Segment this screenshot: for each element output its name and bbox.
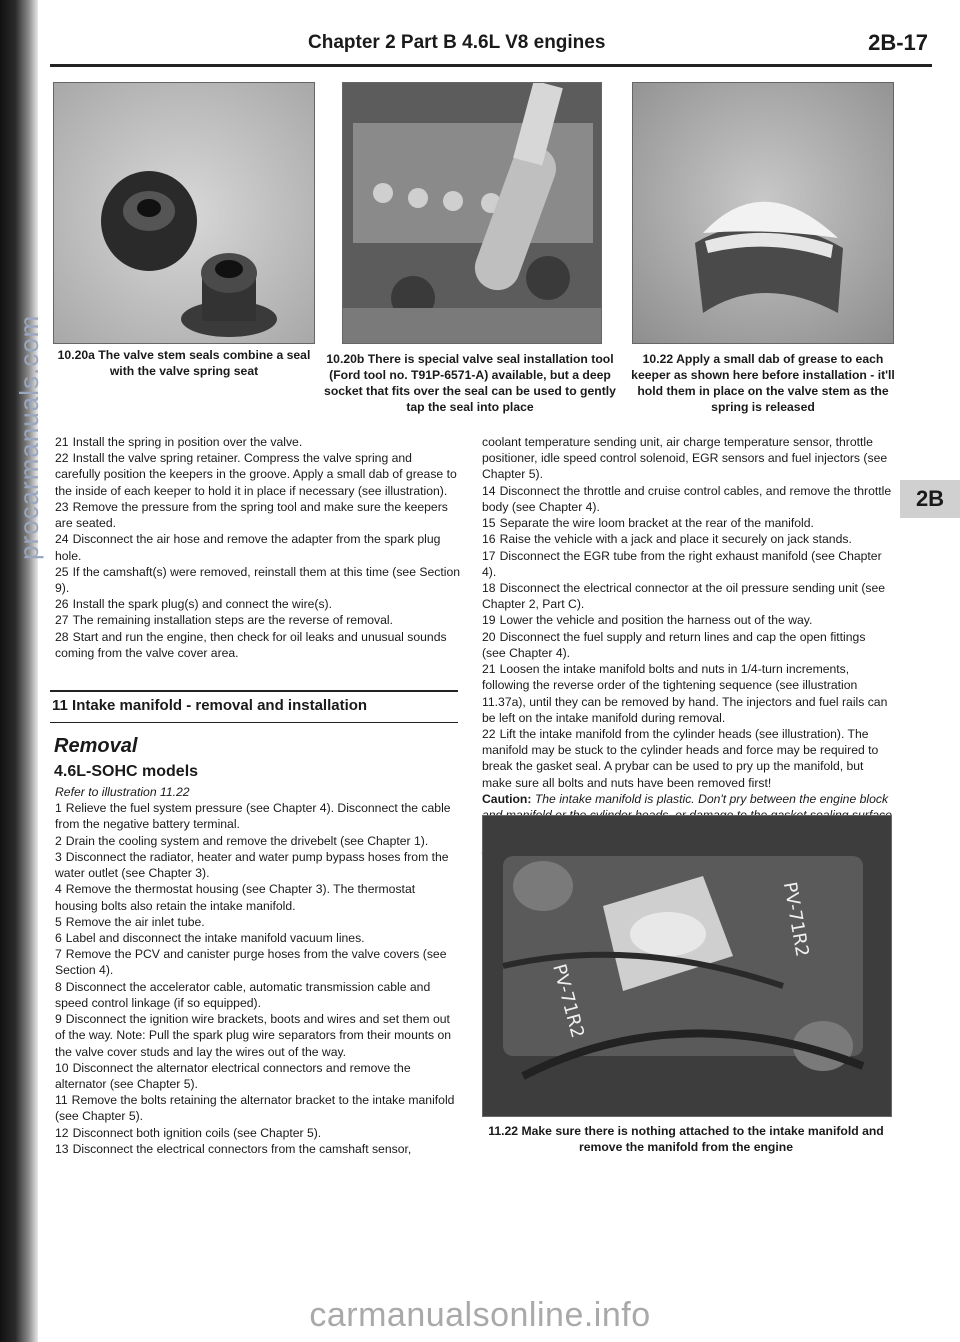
keeper-illustration (633, 83, 893, 343)
photo-intake-manifold (482, 815, 892, 1117)
list-item: 9 Disconnect the ignition wire brackets, boots and wires and set them out of the way. Note: Pull the spark plug wire separators from their mounts on the valve cover studs and lay the wires out of the way. (55, 1012, 452, 1059)
list-item: 8 Disconnect the accelerator cable, automatic transmission cable and speed control linkage (if so equipped). (55, 979, 431, 1010)
list-item: 3 Disconnect the radiator, heater and water pump bypass hoses from the water outlet (see Chapter 3). (55, 849, 449, 881)
caption-11-22: 11.22 Make sure there is nothing attached to the intake manifold and remove the manifold from the engine (488, 1124, 884, 1154)
list-item: 10 Disconnect the alternator electrical connectors and remove the alternator (see Chapter 5). (55, 1060, 411, 1091)
list-item: 22 Lift the intake manifold from the cylinder heads (see illustration). The manifold may be stuck to the cylinder heads and force may be required to break the gasket seal. A prybar can be used to pry up the manifold, but make sure all bolts and nuts have been removed first! (482, 726, 879, 790)
list-item: 28 Start and run the engine, then check for oil leaks and unusual sounds coming from the valve cover area. (55, 629, 447, 660)
caution-note: Caution: The intake manifold is plastic. Don't pry between the engine block (482, 791, 889, 806)
manifold-illustration (483, 816, 891, 1116)
list-item: 17 Disconnect the EGR tube from the right exhaust manifold (see Chapter 4). (482, 548, 882, 579)
list-item: 21 Install the spring in position over the valve. (55, 435, 303, 449)
list-item: 20 Disconnect the fuel supply and return lines and cap the open fittings (see Chapter 4). (482, 629, 866, 660)
caption-10-20a: 10.20a The valve stem seals combine a seal with the valve spring seat (57, 348, 311, 378)
list-item: 11 Remove the bolts retaining the alternator bracket to the intake manifold (see Chapter 5). (55, 1093, 455, 1124)
photo-seal-installation-tool (342, 82, 602, 344)
list-item: 14 Disconnect the throttle and cruise control cables, and remove the throttle body (see Chapter 4). (482, 483, 892, 514)
cylinder-head-illustration (343, 83, 601, 343)
valve-seal-illustration (54, 83, 314, 343)
list-item: 18 Disconnect the electrical connector at the oil pressure sending unit (see Chapter 2, Part C). (482, 580, 886, 612)
chapter-title: Chapter 2 Part B 4.6L V8 engines (308, 32, 606, 53)
list-item: 19 Lower the vehicle and position the harness out of the way. (482, 613, 813, 628)
list-item: 4 Remove the thermostat housing (see Chapter 3). The thermostat housing bolts also retain the intake manifold. (55, 882, 416, 913)
left-column-bottom (55, 784, 460, 1157)
list-item: 26 Install the spark plug(s) and connect the wire(s). (55, 597, 333, 612)
photo-handwritten-label: PV-71R2 (778, 880, 813, 959)
list-item: 5 Remove the air inlet tube. (55, 914, 205, 929)
side-watermark: procarmanuals.com (14, 314, 44, 560)
right-column (482, 434, 892, 856)
chapter-tab: 2B (900, 480, 960, 518)
bottom-watermark: carmanualsonline.info (309, 1296, 651, 1334)
photo-keeper-grease (632, 82, 894, 344)
page-number: 2B-17 (868, 30, 928, 55)
section-rule-bottom (50, 722, 458, 723)
list-item: 1 Relieve the fuel system pressure (see Chapter 4). Disconnect the cable from the negative battery terminal. (55, 801, 451, 832)
list-item: 25 If the camshaft(s) were removed, reinstall them at this time (see Section 9). (55, 564, 461, 595)
model-heading: 4.6L-SOHC models (54, 763, 199, 780)
caption-10-20b: 10.20b There is special valve seal installation tool (Ford tool no. T91P-6571-A) available, but a deep socket that fits over the seal can be used to gently tap the seal into place (324, 352, 616, 414)
list-item: 7 Remove the PCV and canister purge hoses from the valve covers (see Section 4). (55, 947, 447, 978)
section-rule-top (50, 690, 458, 692)
list-item: 6 Label and disconnect the intake manifold vacuum lines. (55, 930, 365, 945)
list-item: 24 Disconnect the air hose and remove the adapter from the spark plug hole. (55, 532, 441, 563)
list-item: 12 Disconnect both ignition coils (see Chapter 5). (55, 1125, 322, 1140)
list-item: 22 Install the valve spring retainer. Compress the valve spring and carefully position the keepers in the groove. Apply a small dab of grease to the inside of each keeper to hold it in place if necessary (see illustration). (55, 451, 457, 498)
list-item: 15 Separate the wire loom bracket at the rear of the manifold. (482, 516, 814, 531)
section-title: 11 Intake manifold - removal and installation (52, 697, 368, 714)
list-item: 16 Raise the vehicle with a jack and place it securely on jack stands. (482, 532, 852, 547)
page-header (308, 32, 928, 62)
photo-valve-stem-seals (53, 82, 315, 344)
page-spine-shadow (0, 0, 38, 1342)
removal-heading: Removal (54, 735, 138, 757)
caption-10-22: 10.22 Apply a small dab of grease to each keeper as shown here before installation - it'll hold them in place on the valve stem as the spring is released (631, 352, 895, 414)
list-item: 2 Drain the cooling system and remove the drivebelt (see Chapter 1). (55, 833, 429, 848)
left-column-top (55, 434, 460, 661)
photo-handwritten-label: PV-71R2 (548, 961, 588, 1041)
right-intro: coolant temperature sending unit, air charge temperature sensor, throttle positioner, idle speed control solenoid, EGR sensors and fuel injectors (see Chapter 5). (482, 435, 888, 482)
refer-note: Refer to illustration 11.22 (55, 785, 190, 799)
list-item: 27 The remaining installation steps are the reverse of removal. (55, 613, 393, 628)
list-item: 13 Disconnect the electrical connectors from the camshaft sensor, (55, 1141, 412, 1156)
list-item: 23 Remove the pressure from the spring tool and make sure the keepers are seated. (55, 499, 448, 531)
header-rule (50, 64, 932, 67)
list-item: 21 Loosen the intake manifold bolts and nuts in 1/4-turn increments, following the reverse order of the tightening sequence (see illustration 11.37a), until they can be removed by hand. The injectors and fuel rails can be left on the intake manifold during removal. (482, 662, 888, 725)
